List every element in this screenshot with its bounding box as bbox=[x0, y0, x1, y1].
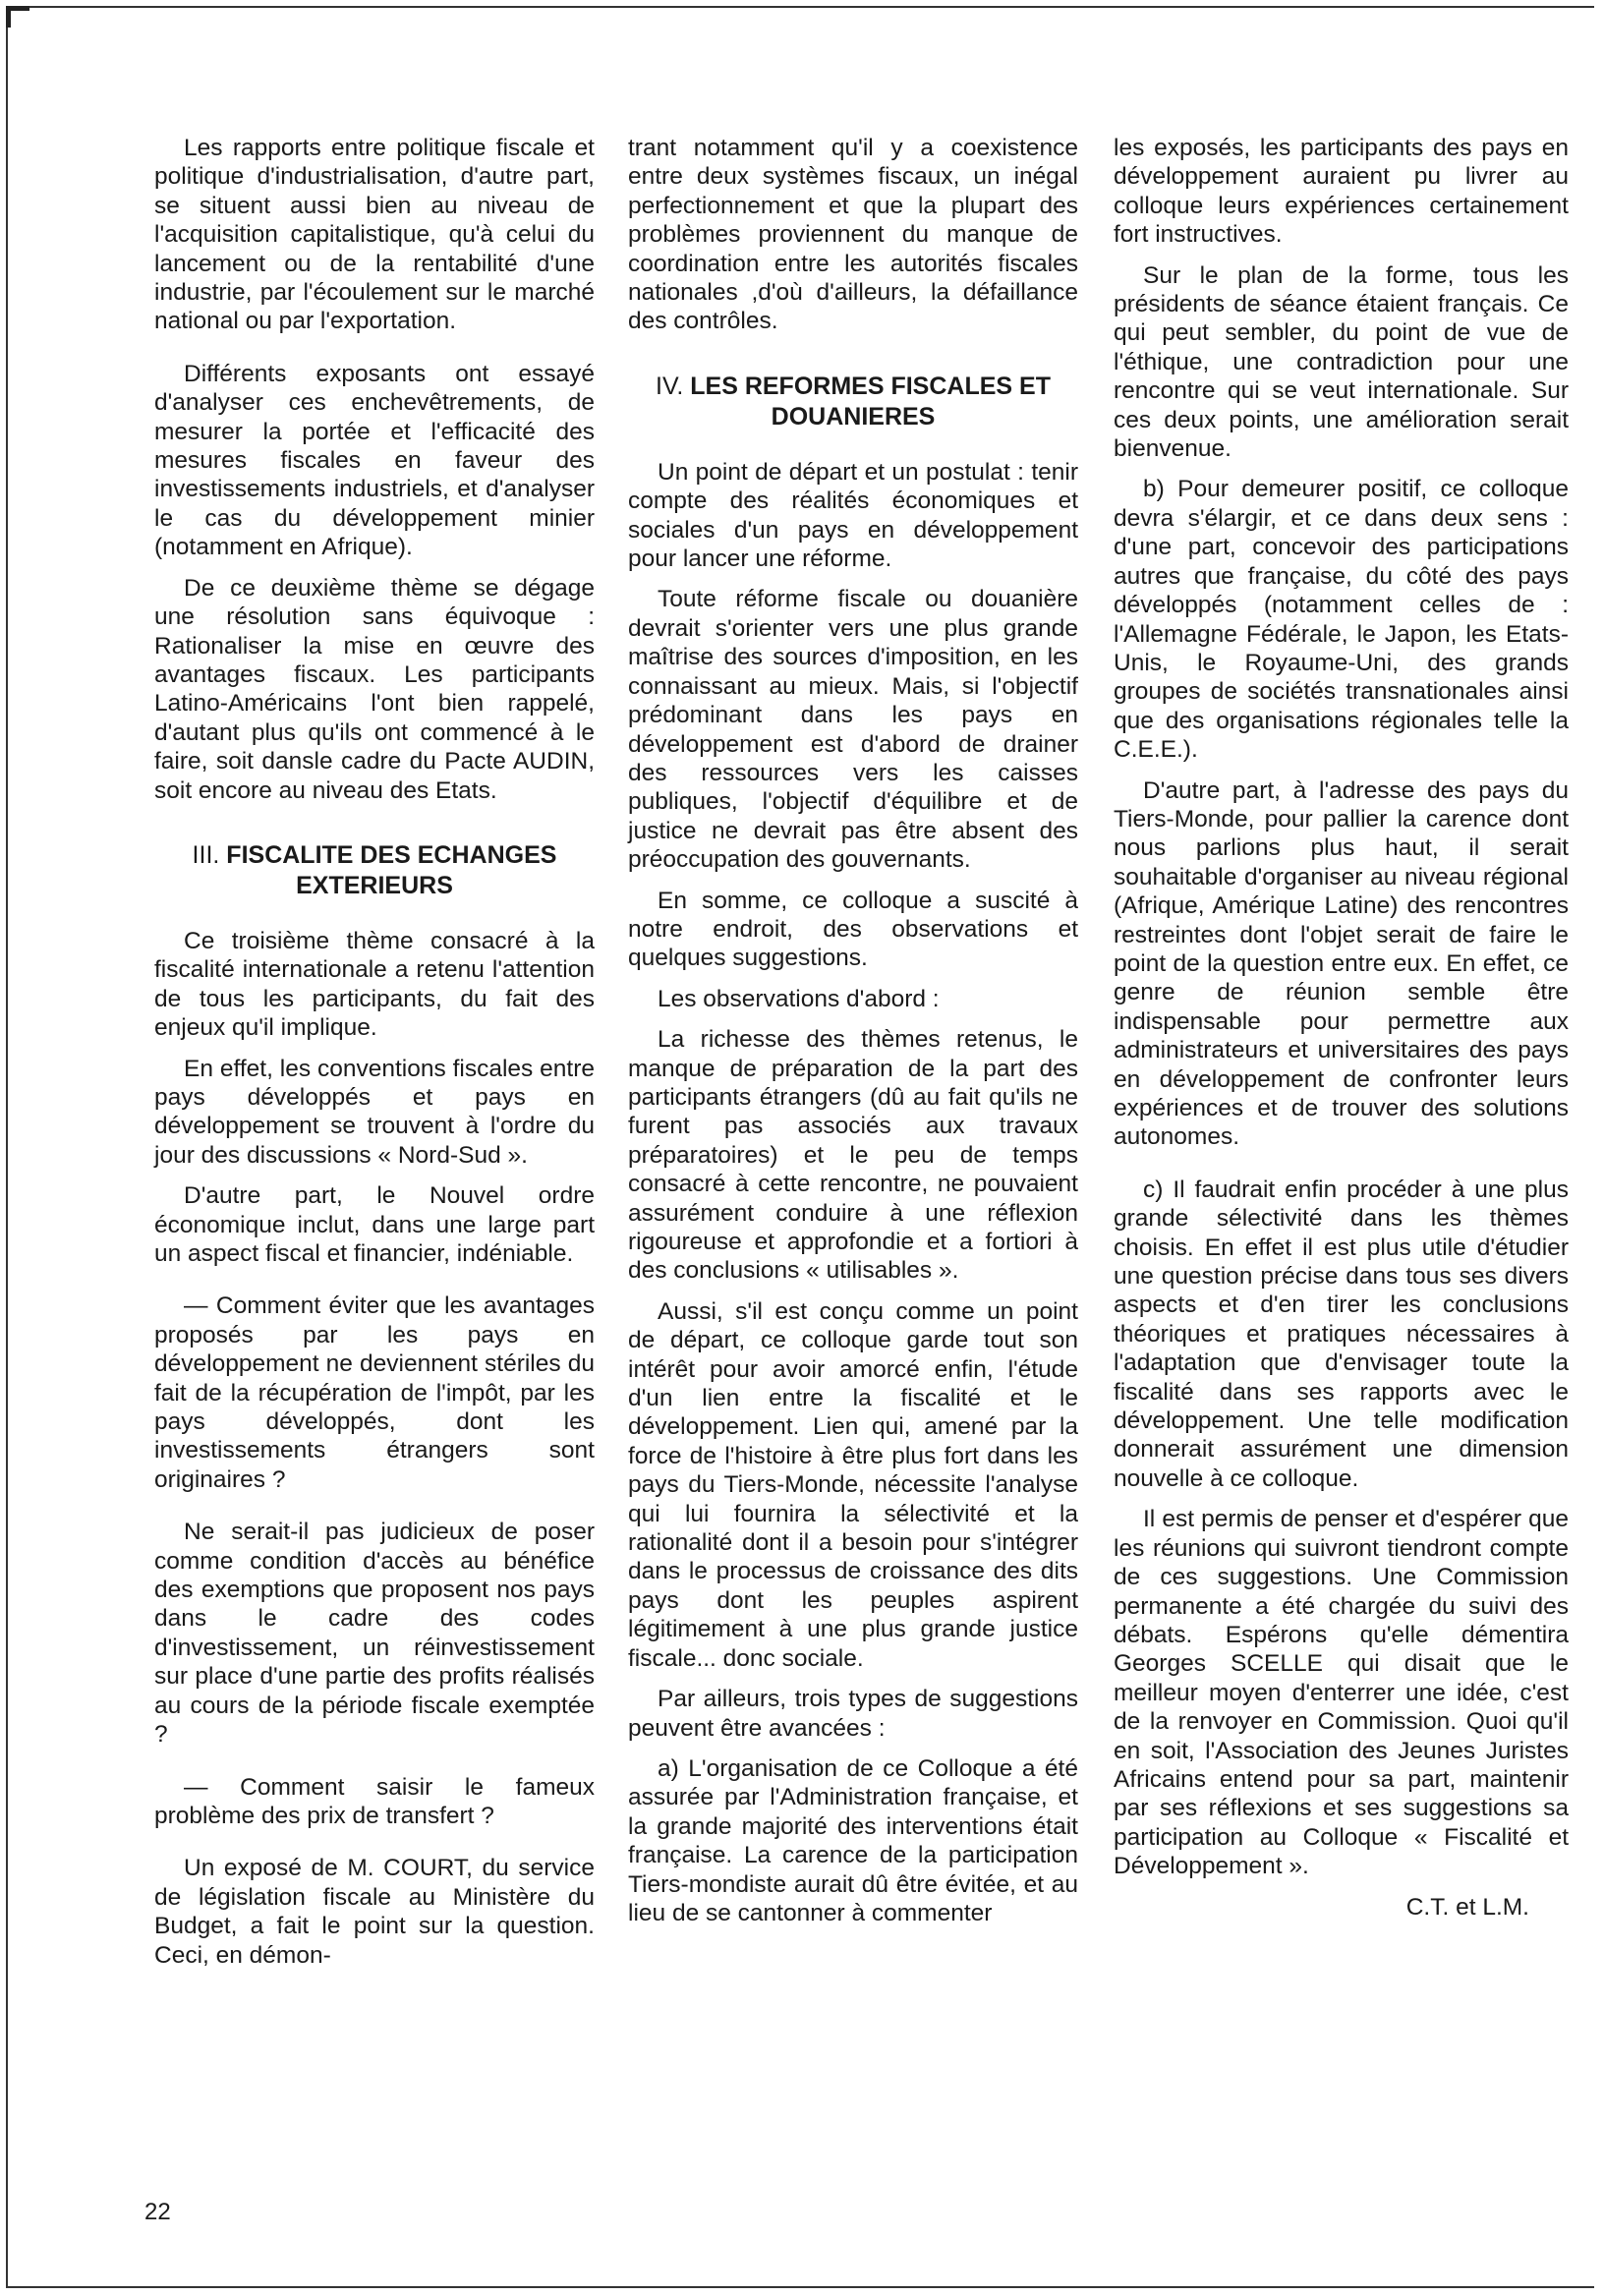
paragraph: Un point de départ et un postulat : tenir compte des réalités économiques et sociales d'un pays en développement pour lancer une réforme. bbox=[628, 458, 1078, 573]
author-signature: C.T. et L.M. bbox=[1405, 1893, 1529, 1921]
paragraph: a) L'organisation de ce Colloque a été assurée par l'Administration française, et la grande majorité des interventions était française. La carence de la participation Tiers-mondiste aurait dû être évitée, et au lieu de se cantonner à commenter bbox=[628, 1754, 1078, 1926]
paragraph: Par ailleurs, trois types de suggestions peuvent être avancées : bbox=[628, 1686, 1078, 1742]
paragraph: b) Pour demeurer positif, ce colloque devra s'élargir, et ce dans deux sens : d'une part, concevoir des participations autres que française, du côté des pays développés (notamment celles de : l'Allemagne Fédérale, le Japon, les Etats-Unis, le Royaume-Uni, des grands groupes de sociétés transnationales ainsi que des organisations régionales telle la C.E.E.). bbox=[1114, 476, 1569, 764]
section-heading-4 bbox=[628, 372, 1078, 432]
section-title: FISCALITE DES ECHANGES EXTERIEURS bbox=[226, 840, 557, 899]
paragraph: De ce deuxième thème se dégage une résolution sans équivoque : Rationaliser la mise en œuvre des avantages fiscaux. Les participants Latino-Américains l'ont bien rappelé, d'autant plus qu'ils ont commencé à le faire, soit dansle cadre du Pacte AUDIN, soit encore au niveau des Etats. bbox=[154, 574, 595, 804]
paragraph: Un exposé de M. COURT, du service de législation fiscale au Ministère du Budget, a fait le point sur la question. Ceci, en démon- bbox=[154, 1855, 595, 1969]
paragraph: c) Il faudrait enfin procéder à une plus grande sélectivité dans les thèmes choisis. En effet il est plus utile d'étudier une question précise dans tous ses divers aspects et d'en tirer les conclusions théoriques et pratiques nécessaires à l'adaptation que d'envisager toute la fiscalité dans ses rapports avec le développement. Une telle modification donnerait assurément une dimension nouvelle à ce colloque. bbox=[1114, 1176, 1569, 1492]
paragraph: Il est permis de penser et d'espérer que les réunions qui suivront tiendront compte de ces suggestions. Une Commission permanente a été chargée du suivi des débats. Espérons qu'elle démentira Georges SCELLE qui disait que le meilleur moyen d'enterrer une idée, c'est de la renvoyer en Commission. Quoi qu'il en soit, l'Association des Jeunes Juristes Africains entend pour sa part, maintenir par ses réflexions et ses suggestions sa participation au Colloque « Fiscalité et Développement ». bbox=[1114, 1506, 1569, 1880]
section-heading-3 bbox=[154, 840, 595, 901]
paragraph: La richesse des thèmes retenus, le manque de préparation de la part des participants étrangers (dû au fait qu'ils ne furent pas associés aux travaux préparatoires) et le peu de temps consacré à cette rencontre, ne pouvaient assurément conduire à une réflexion rigoureuse et approfondie et a fortiori à des conclusions « utilisables ». bbox=[628, 1026, 1078, 1285]
paragraph: En effet, les conventions fiscales entre pays développés et pays en développement se trouvent à l'ordre du jour des discussions « Nord-Sud ». bbox=[154, 1055, 595, 1169]
text-column-1 bbox=[154, 134, 595, 1981]
paragraph: Sur le plan de la forme, tous les présidents de séance étaient français. Ce qui peut sembler, du point de vue de l'éthique, une contradiction pour une rencontre qui se veut internationale. Sur ces deux points, une amélioration serait bienvenue. bbox=[1114, 261, 1569, 463]
paragraph: trant notamment qu'il y a coexistence entre deux systèmes fiscaux, un inégal perfectionnement et que la plupart des problèmes proviennent du manque de coordination entre les autorités fiscales nationales ,d'où d'ailleurs, la défaillance des contrôles. bbox=[628, 135, 1078, 335]
section-number: III. bbox=[192, 840, 220, 869]
page-number: 22 bbox=[144, 2199, 171, 2225]
paragraph: D'autre part, à l'adresse des pays du Tiers-Monde, pour pallier la carence dont nous parlions plus haut, il serait souhaitable d'organiser au niveau régional (Afrique, Amérique Latine) des rencontres restreintes dont l'objet serait de faire le point de la question entre eux. En effet, ce genre de réunion semble être indispensable pour permettre aux administrateurs et universitaires des pays en développement de confronter leurs expériences et de trouver des solutions autonomes. bbox=[1114, 776, 1569, 1151]
corner-mark bbox=[6, 6, 29, 28]
paragraph: Différents exposants ont essayé d'analyser ces enchevêtrements, de mesurer la portée et l'efficacité des mesures fiscales en faveur des investissements industriels, et d'analyser le cas du développement minier (notamment en Afrique). bbox=[154, 360, 595, 561]
paragraph: Les rapports entre politique fiscale et politique d'industrialisation, d'autre part, se situent aussi bien au niveau de l'acquisition capitalistique, qu'à celui du lancement ou de la rentabilité d'une industrie, par l'écoulement sur le marché national ou par l'exportation. bbox=[154, 135, 595, 335]
paragraph: Toute réforme fiscale ou douanière devrait s'orienter vers une plus grande maîtrise des sources d'imposition, en les connaissant au mieux. Mais, si l'objectif prédominant dans les pays en développement est d'abord de drainer des ressources vers les caisses publiques, l'objectif d'équilibre et de justice ne devrait pas être absent des préoccupation des gouvernants. bbox=[628, 586, 1078, 874]
paragraph: Ne serait-il pas judicieux de poser comme condition d'accès au bénéfice des exemptions que proposent nos pays dans le cadre des codes d'investissement, un réinvestissement sur place d'une partie des profits réalisés au cours de la période fiscale exemptée ? bbox=[154, 1519, 595, 1749]
paragraph: — Comment saisir le fameux problème des prix de transfert ? bbox=[154, 1773, 595, 1829]
text-column-2 bbox=[628, 134, 1078, 1939]
paragraph: les exposés, les participants des pays en développement auraient pu livrer au colloque leurs expériences certainement fort instructives. bbox=[1114, 135, 1569, 249]
paragraph: — Comment éviter que les avantages proposés par les pays en développement ne deviennent stériles du fait de la récupération de l'impôt, par les pays développés, dont les investissements étrangers sont originaires ? bbox=[154, 1292, 595, 1493]
paragraph: D'autre part, le Nouvel ordre économique inclut, dans une large part un aspect fiscal et financier, indéniable. bbox=[154, 1182, 595, 1267]
paragraph: En somme, ce colloque a suscité à notre endroit, des observations et quelques suggestions. bbox=[628, 887, 1078, 972]
section-number: IV. bbox=[656, 372, 684, 400]
paragraph: Les observations d'abord : bbox=[658, 985, 940, 1012]
paragraph: Ce troisième thème consacré à la fiscalité internationale a retenu l'attention de tous les participants, du fait des enjeux qu'il implique. bbox=[154, 927, 595, 1042]
text-column-3 bbox=[1114, 134, 1569, 1945]
section-title: LES REFORMES FISCALES ET DOUANIERES bbox=[690, 372, 1051, 430]
paragraph: Aussi, s'il est conçu comme un point de départ, ce colloque garde tout son intérêt pour avoir amorcé enfin, l'étude d'un lien entre la fiscalité et le développement. Lien qui, amené par la force de l'histoire à être plus fort dans les pays du Tiers-Monde, nécessite l'analyse qui lui fournira la sélectivité et la rationalité dont il a besoin pour s'intégrer dans le processus de croissance des dits pays dont les peuples aspirent légitimement à une plus grande justice fiscale... donc sociale. bbox=[628, 1297, 1078, 1672]
